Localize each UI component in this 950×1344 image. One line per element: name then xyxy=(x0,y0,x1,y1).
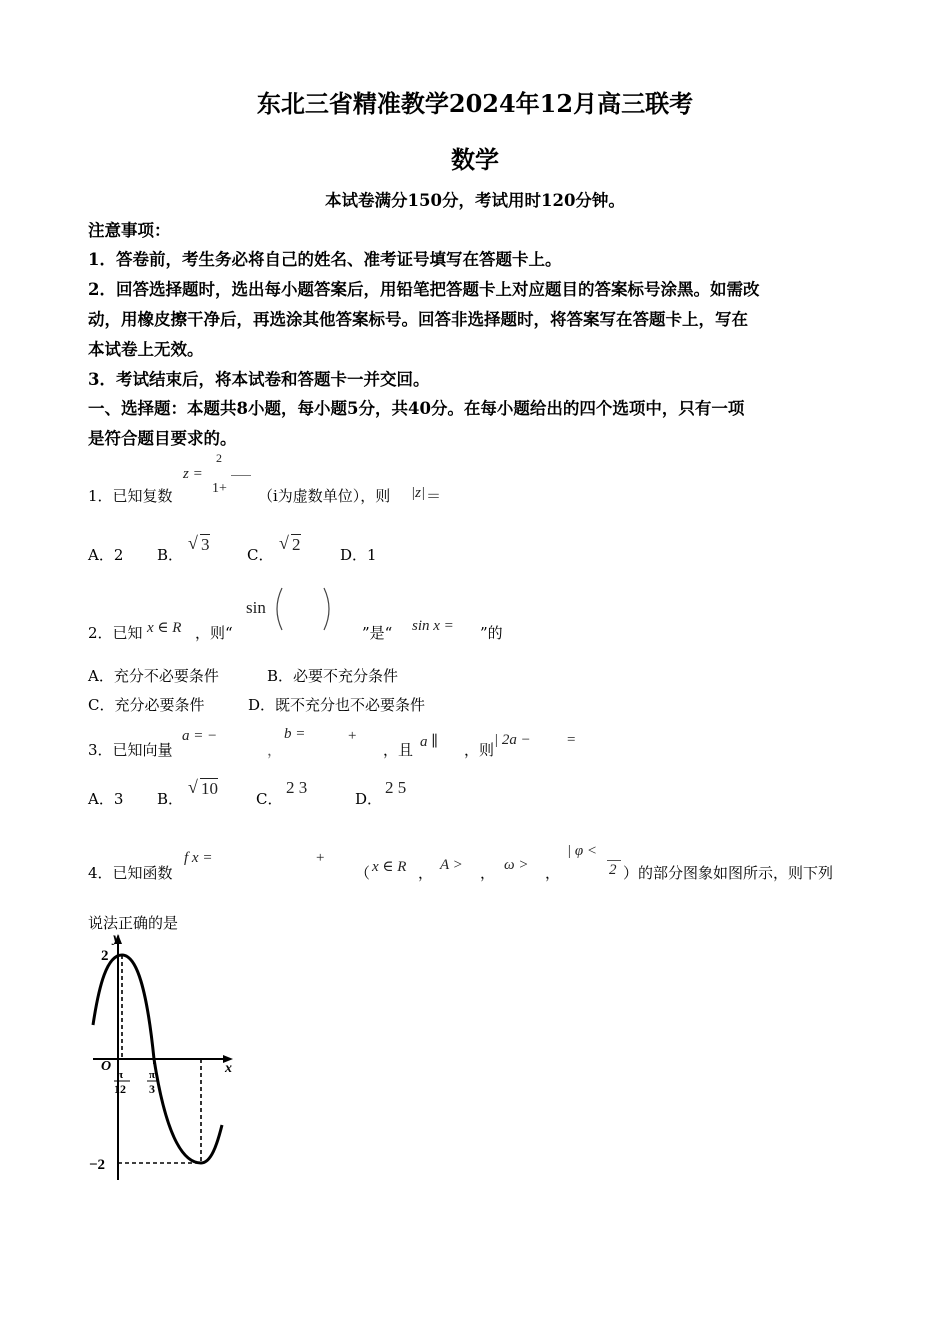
q4-phi-fraction-bar xyxy=(607,860,621,861)
function-graph xyxy=(85,930,245,1185)
q2-option-b: B．必要不充分条件 xyxy=(267,667,399,685)
page-title: 东北三省精准教学2024年12月高三联考 xyxy=(256,89,694,118)
q2-sin: sin xyxy=(246,598,266,617)
q4-omega-positive: ω > xyxy=(504,857,529,873)
q3-option-c: C． xyxy=(256,790,283,808)
q3-ze: ，则 xyxy=(464,741,495,759)
q1-z-eq: z = xyxy=(183,466,203,482)
q3-prefix: 3．已知向量 xyxy=(88,741,173,759)
q4-comma-2: ， xyxy=(480,864,496,882)
q1-fraction-bar xyxy=(231,475,251,476)
note-2-line-3: 本试卷上无效。 xyxy=(88,340,204,359)
q1-abs-z: |z| xyxy=(411,485,426,501)
q2-condition: x ∈ R xyxy=(147,620,182,636)
note-1: 1．答卷前，考生务必将自己的姓名、准考证号填写在答题卡上。 xyxy=(88,250,562,269)
q4-plus: + xyxy=(316,850,325,866)
section-1-heading-line-2: 是符合题目要求的。 xyxy=(88,429,237,448)
exam-info: 本试卷满分150分，考试用时120分钟。 xyxy=(325,191,625,210)
q4-phi: | φ < xyxy=(567,843,598,859)
q1-prefix: 1．已知复数 xyxy=(88,487,173,505)
q4-phi-denominator: 2 xyxy=(609,862,617,878)
q1-option-b: B． xyxy=(157,546,184,564)
q4-fx: f x = xyxy=(184,850,213,866)
q2-end: ”的 xyxy=(480,624,503,642)
q1-numerator: 2 xyxy=(216,451,222,465)
graph-tick-1-num: π xyxy=(117,1069,124,1081)
q1-option-c: C． xyxy=(247,546,274,564)
q2-sinx: sin x = xyxy=(412,618,454,634)
q3-option-b: B． xyxy=(157,790,184,808)
q2-shi: ”是“ xyxy=(362,624,393,642)
note-2-line-1: 2．回答选择题时，选出每小题答案后，用铅笔把答题卡上对应题目的答案标号涂黑。如需改 xyxy=(88,280,760,299)
q1-option-d: D．1 xyxy=(340,546,377,564)
q3-plus: + xyxy=(348,728,357,744)
q1-option-b-value: 3 xyxy=(201,535,210,554)
q2-after: ，则“ xyxy=(195,624,233,642)
q3-b-eq: b = xyxy=(284,726,306,742)
q4-comma-3: ， xyxy=(545,864,561,882)
note-3: 3．考试结束后，将本试卷和答题卡一并交回。 xyxy=(88,370,430,389)
q1-option-c-value: 2 xyxy=(292,535,301,554)
q4-comma-1: ， xyxy=(418,864,434,882)
q2-parentheses xyxy=(270,584,336,634)
q4-prefix: 4．已知函数 xyxy=(88,864,173,882)
notes-heading: 注意事项： xyxy=(88,221,171,240)
q3-expression: | 2a − xyxy=(494,732,531,748)
q3-parallel: a ∥ xyxy=(420,734,439,750)
q2-option-a: A．充分不必要条件 xyxy=(88,667,219,685)
q1-equals: ＝ xyxy=(426,487,442,505)
section-1-heading-line-1: 一、选择题：本题共8小题，每小题5分，共40分。在每小题给出的四个选项中，只有一项 xyxy=(88,399,745,418)
q1-option-a: A．2 xyxy=(88,546,124,564)
q1-denominator: 1+ xyxy=(212,481,227,496)
note-2-line-2: 动，用橡皮擦干净后，再选涂其他答案标号。回答非选择题时，将答案写在答题卡上，写在 xyxy=(88,310,748,329)
q3-option-b-radical: √ xyxy=(188,777,198,797)
q4-a-positive: A > xyxy=(440,857,463,873)
q1-middle-text: （i为虚数单位），则 xyxy=(258,487,391,505)
graph-y-max-label: 2 xyxy=(101,948,109,964)
q2-prefix: 2．已知 xyxy=(88,624,143,642)
q4-line-2: 说法正确的是 xyxy=(88,914,179,932)
q3-option-a: A．3 xyxy=(88,790,124,808)
q4-x-in-r: x ∈ R xyxy=(372,859,407,875)
subject-title: 数学 xyxy=(451,145,499,174)
q3-option-d: D． xyxy=(355,790,383,808)
q3-option-d-value: 2 5 xyxy=(385,778,407,797)
q4-suffix: ）的部分图象如图所示，则下列 xyxy=(623,864,834,882)
q4-open-paren: （ xyxy=(355,864,371,882)
graph-tick-2-den: 3 xyxy=(149,1082,155,1096)
q1-option-b-radical: √ xyxy=(188,533,198,553)
graph-y-label: y xyxy=(113,931,120,946)
q3-option-b-value: 10 xyxy=(201,779,218,798)
q3-option-c-value: 2 3 xyxy=(286,778,308,797)
q3-comma: ， xyxy=(267,741,283,759)
graph-origin-label: O xyxy=(101,1059,112,1074)
graph-x-label: x xyxy=(225,1061,232,1076)
q1-option-c-radical: √ xyxy=(279,533,289,553)
q3-qie: ，且 xyxy=(383,741,414,759)
q2-option-c: C．充分必要条件 xyxy=(88,696,205,714)
graph-tick-1-den: 12 xyxy=(114,1082,126,1096)
q3-equals: = xyxy=(567,732,576,748)
graph-y-min-label: −2 xyxy=(89,1157,106,1173)
graph-tick-2-num: π xyxy=(149,1069,156,1081)
q2-option-d: D．既不充分也不必要条件 xyxy=(248,696,426,714)
q3-a-eq: a = − xyxy=(182,728,218,744)
